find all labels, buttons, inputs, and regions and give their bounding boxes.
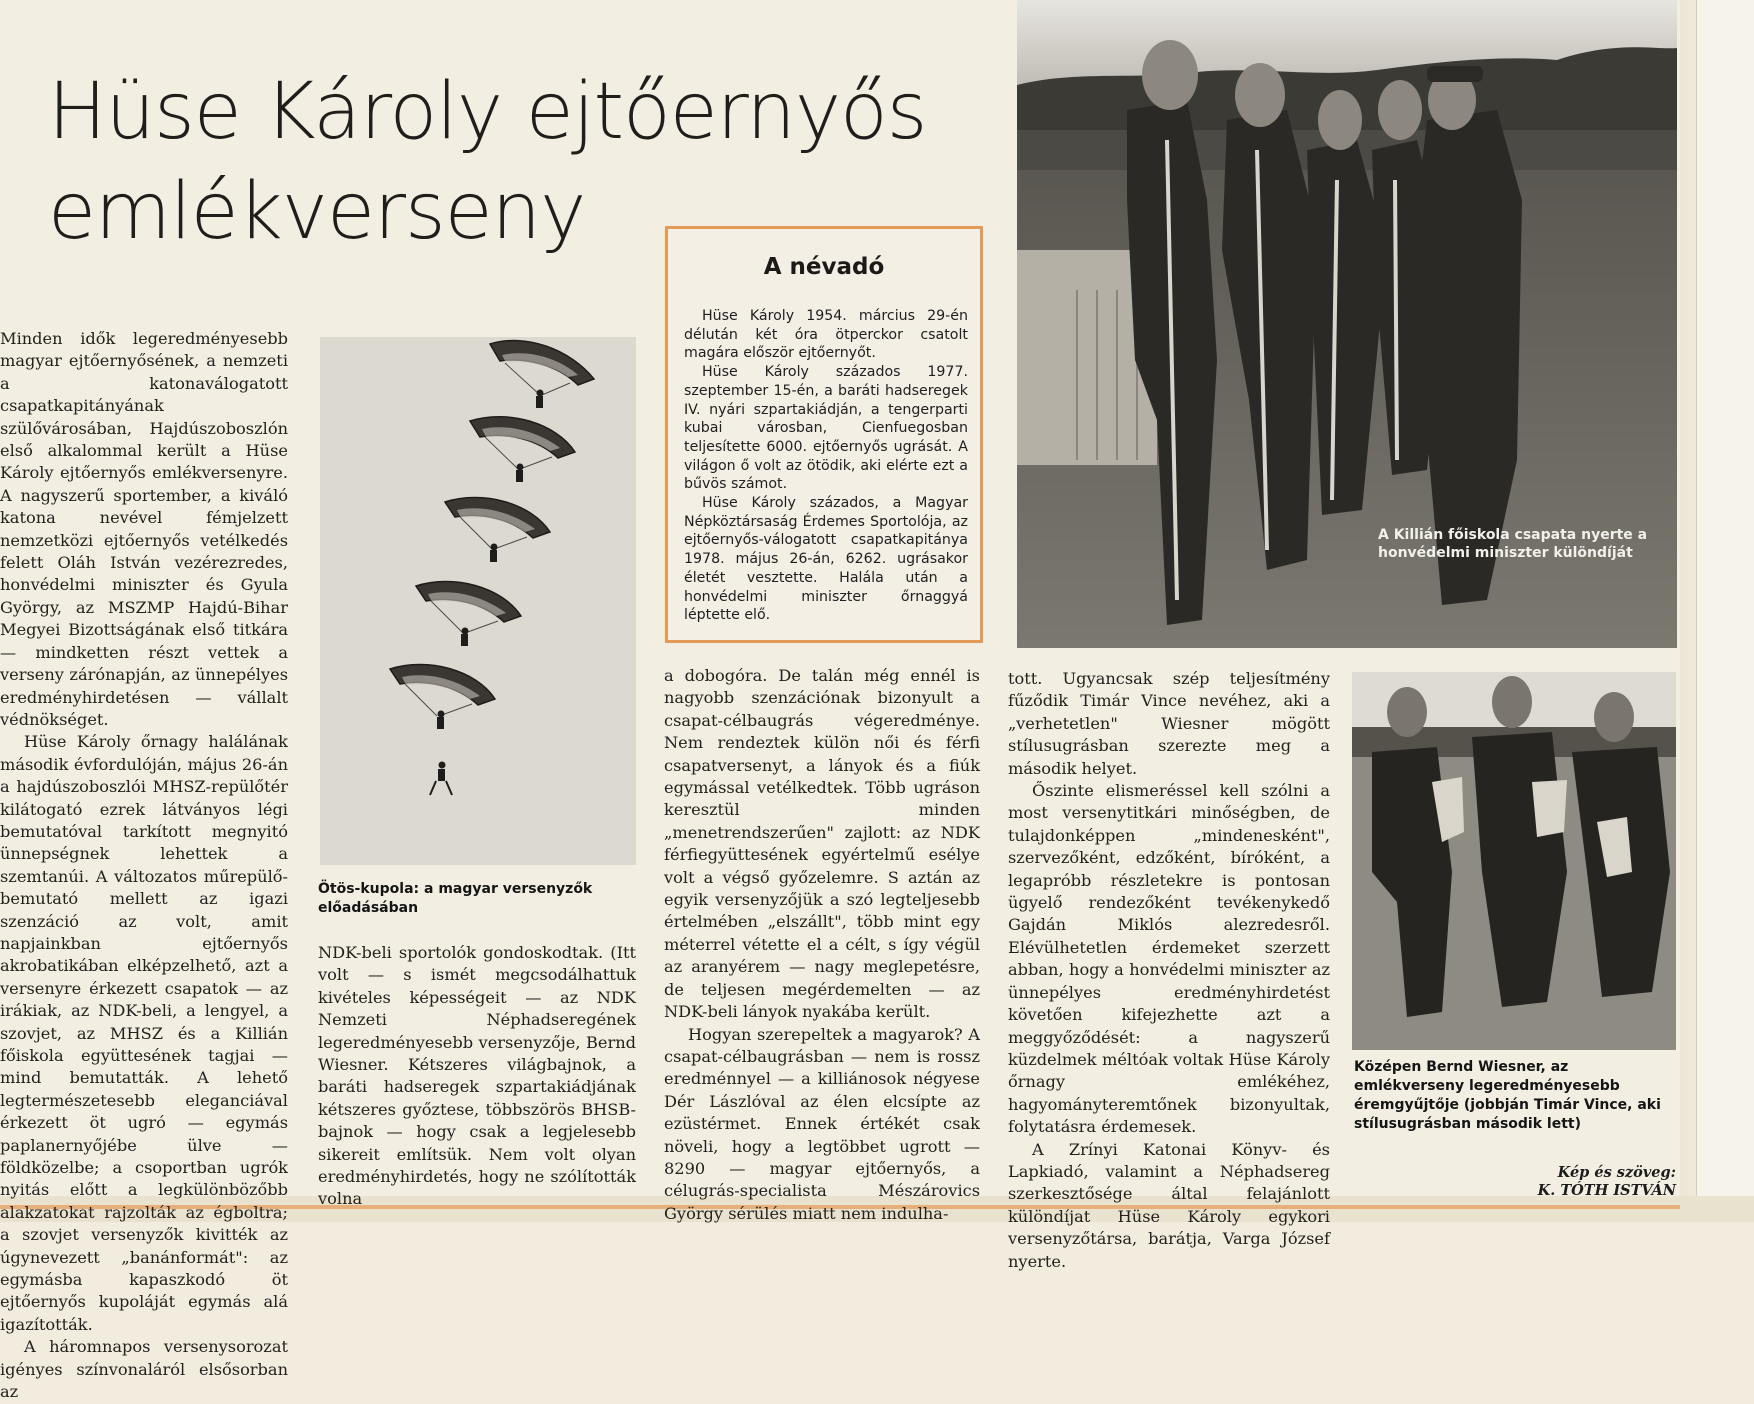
article-column-1: [0, 328, 288, 1404]
article-column-2: [318, 942, 636, 1211]
sidebar-title: A névadó: [763, 254, 885, 280]
column-paragraph: Őszinte elismeréssel kell szólni a most versenytitkári minőségben, de tulajdonképpen „mindenesként", szervezőként, edzőként, bíróként, a legapróbb részletekre is pontosan ügyelő rendezőként tevékenykedő Gajdán Miklós alezredesről. Elévülhetetlen érdemeket szerzett abban, hogy a honvédelmi miniszter az ünnepélyes eredményhirdetést követően kifejezhette azt a meggyőződését: a nagyszerű küzdelmek méltóak voltak Hüse Károly őrnagy emlékéhez, hagyományteremtőnek bizonyultak, folytatásra érdemesek.: [1008, 781, 1330, 1137]
article-column-4: [1008, 668, 1330, 1273]
column-paragraph: tott. Ugyancsak szép teljesítmény fűződik Timár Vince nevéhez, aki a „verhetetlen" Wiesner mögött stílusugrásban szerezte meg a második helyet.: [1008, 669, 1330, 778]
parachute-photo-caption: Ötös-kupola: a magyar versenyzők előadásában: [318, 881, 593, 916]
column-paragraph: Hüse Károly őrnagy halálának második évfordulóján, május 26-án a hajdúszoboszlói MHSZ-repülőtér kilátogató ezrek látványos légi bemutatóval tarkított megnyitó ünnepségnek lehettek a szemtanúi. A változatos műrepülő-bemutató mellett az igazi szenzáció az volt, amit napjainkban ejtőernyős akrobatikában elképzelhető, azt a versenyre érkezett csapatok — az irákiak, az NDK-beli, a lengyel, a szovjet, az MHSZ és a Killián főiskola együttesének tagjai — mind bemutatták. A lehető legtermészetesebb eleganciával érkezett öt ugró — egymás paplanernyőjébe ülve — földközelbe; a csoportban ugrók nyitás előtt a legkülönbözőbb alakzatokat rajzolták az égboltra; a szovjet versenyzők kivitték az úgynevezett „banánformát": az egymásba kapaszkodó öt ejtőernyős kupoláját egymás alá igazították.: [0, 732, 288, 1334]
sidebar-paragraph: Hüse Károly százados, a Magyar Népköztársaság Érdemes Sportolója, az ejtőernyős-válogatott csapatkapitánya 1978. május 26-án, 6262. ugrásakor életét vesztette. Halála után a honvédelmi miniszter őrnaggyá léptette elő.: [684, 495, 968, 624]
medalists-photo-caption: Középen Bernd Wiesner, az emlékverseny legeredményesebb éremgyűjtője (jobbján Timár Vince, aki stílusugrásban második lett): [1354, 1059, 1661, 1132]
parachute-formation-photo: [320, 337, 636, 865]
column-paragraph: A Zrínyi Katonai Könyv- és Lapkiadó, valamint a Néphadsereg szerkesztősége által felajánlott különdíjat Hüse Károly egykori versenyzőtársa, barátja, Varga József nyerte.: [1008, 1139, 1330, 1271]
adjacent-page-strip: [1696, 0, 1754, 1222]
sidebar-paragraph: Hüse Károly százados 1977. szeptember 15-én, a baráti hadseregek IV. nyári szpartakiádján, a tengerparti kubai városban, Cienfuegosban teljesítette 6000. ejtőernyős ugrását. A világon ő volt az ötödik, aki elérte ezt a bűvös számot.: [684, 364, 968, 493]
title-line-1: Hüse Károly ejtőernyős: [48, 67, 927, 157]
sidebar-text: [684, 307, 968, 625]
byline-author: K. TÓTH ISTVÁN: [1537, 1182, 1676, 1199]
sidebar-box-namesake: [665, 226, 983, 643]
column-paragraph: a dobogóra. De talán még ennél is nagyobb szenzációnak bizonyult a csapat-célbaugrás végeredménye. Nem rendeztek külön női és férfi csapatversenyt, a lányok és a fiúk egymással vetélkedtek. Több ugráson keresztül minden „menetrendszerűen" zajlott: az NDK férfiegyüttesének egyértelmű esélye volt a végső győzelemre. S aztán az egyik versenyzőjük a szó legteljesebb értelmében „elszállt", több mint egy méterrel vétette el a célt, s így végül az aranyérem — nagy meglepetésre, de teljesen megérdemelten — az NDK-beli lányok nyakába került.: [664, 666, 980, 1022]
column-paragraph: Minden idők legeredményesebb magyar ejtőernyősének, a nemzeti a katonaválogatott csapatkapitányának szülővárosában, Hajdúszoboszlón első alkalommal került a Hüse Károly ejtőernyős emlékversenyre. A nagyszerű sportember, a kiváló katona nevével fémjelzett nemzetközi ejtőernyős vetélkedés felett Oláh István vezérezredes, honvédelmi miniszter és Gyula György, az MSZMP Hajdú-Bihar Megyei Bizottságának első titkára — mindketten részt vettek a verseny zárónapján, az ünnepélyes eredményhirdetésen — vállalt védnökséget.: [0, 329, 288, 729]
byline-label: Kép és szöveg:: [1557, 1164, 1676, 1181]
title-line-2: emlékverseny: [48, 167, 586, 257]
main-photo-caption: A Killián főiskola csapata nyerte a honvédelmi miniszter különdíját: [1378, 527, 1648, 561]
byline: [1480, 1164, 1676, 1200]
parachute-formation-illustration: [320, 337, 636, 865]
medalists-photo: [1352, 672, 1676, 1050]
article-column-3: [664, 665, 980, 1225]
column-paragraph: NDK-beli sportolók gondoskodtak. (Itt volt — s ismét megcsodálhattuk kivételes képességeit — az NDK Nemzeti Néphadseregének legeredményesebb versenyzője, Bernd Wiesner. Kétszeres világbajnok, a baráti hadseregek szpartakiádjának kétszeres győztese, többszörös BHSB-bajnok — hogy csak a legjelesebb sikereit említsük. Nem volt olyan eredményhirdetés, hogy ne szólították volna: [318, 943, 636, 1209]
sidebar-paragraph: Hüse Károly 1954. március 29-én délután két óra ötperckor csatolt magára először ejtőernyőt.: [684, 308, 968, 362]
column-paragraph: A háromnapos versenysorozat igényes színvonaláról elsősorban az: [0, 1337, 288, 1402]
column-paragraph: Hogyan szerepeltek a magyarok? A csapat-célbaugrásban — nem is rossz eredménnyel — a killiánosok négyese Dér Lászlóval az élen elcsípte az ezüstérmet. Ennek értékét csak növeli, hogy a legtöbbet ugrott — 8290 — magyar ejtőernyős, a célugrás-specialista Mészárovics György sérülés miatt nem indulha-: [664, 1024, 980, 1223]
medalists-illustration: [1352, 672, 1676, 1050]
